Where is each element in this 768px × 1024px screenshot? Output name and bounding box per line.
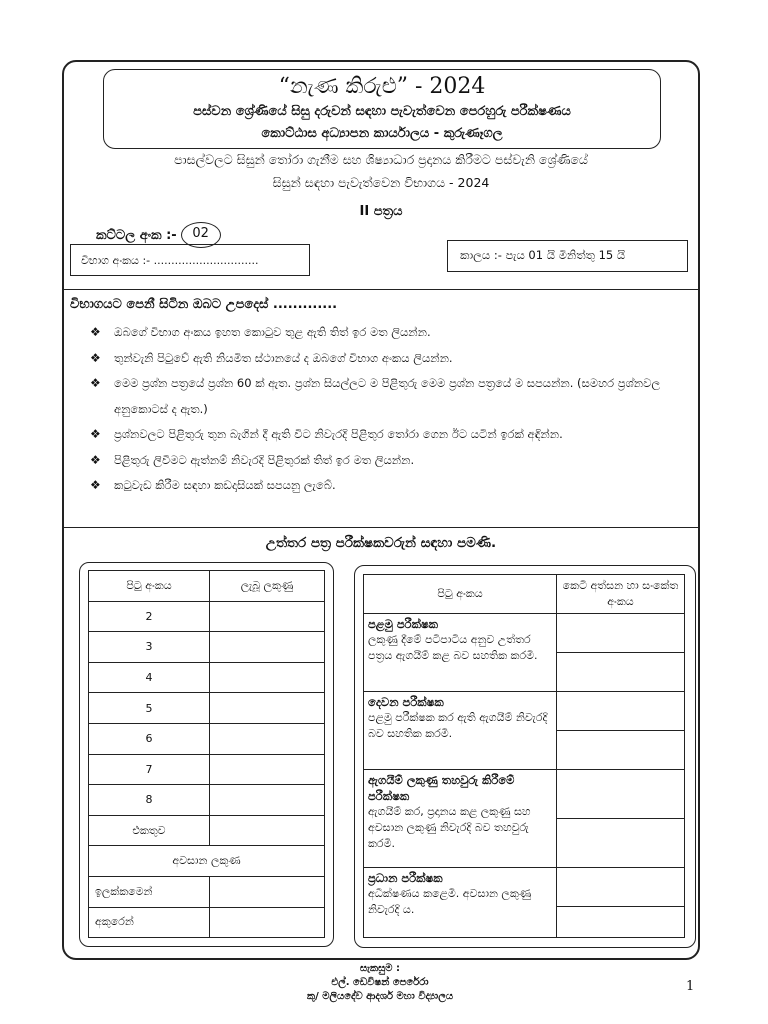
second-examiner: දෙවන පරීක්ෂක පළමු පරීක්ෂක කර ඇති ඇගයීම් නිවැරදි බව සහතික කරමි. [364,692,557,770]
divider [62,289,700,290]
final-words-cell[interactable] [210,907,325,938]
signature-cell[interactable] [557,770,685,819]
table-row: 8 [89,785,325,816]
table-row [89,907,325,938]
examiner-table [363,574,685,938]
diamond-bullet-icon: ❖ [90,452,101,467]
total-label: එකතුව [89,815,210,846]
diamond-bullet-icon: ❖ [90,350,101,365]
examiners-heading: උත්තර පත්‍ර පරීක්ෂකවරුන් සඳහා පමණි. [265,535,497,551]
time-allowed-box: කාලය :- පැය 01 යි මිනිත්තු 15 යි [447,240,688,272]
marks-cell[interactable] [210,601,325,632]
marks-table [88,570,325,938]
exam-description-line2: සිසුන් සඳහා පැවැත්වෙන විභාගය - 2024 [272,175,490,190]
instruction-item: ❖ කටුවැඩ කිරීම සඳහා කඩදාසියක් සපයනු ලැබේ. [90,473,696,499]
instruction-item: ❖ ඔබගේ විභාග අංකය ඉහත කොටුව තුළ ඇති තිත් ඉර මත ලියන්න. [90,320,696,346]
signature-cell[interactable] [557,731,685,770]
footer-author: එල්. ඩෙවිෂන් පෙරේරා [331,977,429,988]
page-number-header: පිටු අංකය [364,575,557,614]
total-cell[interactable] [210,815,325,846]
paper-label: II පත්‍රය [359,204,403,219]
final-figures-cell[interactable] [210,876,325,907]
signature-cell[interactable] [557,868,685,907]
signature-header: කෙටි අත්සන හා සංකේත අංකය [557,575,685,614]
set-number-value: 02 [181,222,221,248]
exam-description-line1: පාසල්වලට සිසුන් තෝරා ගැනීම සහ ශිෂ්‍යාධාර ප්‍රදානය කිරීමට පස්වැනි ශ්‍රේණියේ [174,152,588,167]
marks-header: ලැබූ ලකුණු [210,571,325,602]
instruction-item: ❖ තුන්වැනි පිටුවේ ඇති නියමිත ස්ථානයේ ද ඔබගේ විභාග අංකය ලියන්න. [90,346,696,372]
marks-cell[interactable] [210,632,325,663]
instruction-item: ❖ ප්‍රශ්නවලට පිළිතුරු තුන බැගින් දී ඇති විට නිවැරදි පිළිතුර තෝරා ගෙන ඊට යටින් ඉරක් අඳින්න. [90,422,696,448]
set-number-label: කට්ටල අංක :- [96,227,177,243]
instruction-item: ❖ මෙම ප්‍රශ්න පත්‍රයේ ප්‍රශ්න 60 ක් ඇත. ප්‍රශ්න සියල්ලට ම පිළිතුරු මෙම ප්‍රශ්න පත්‍රයේ ම සපයන්න. (සමහර ප්‍රශ්නවල අනුකොටස් ද ඇත.) [90,371,696,422]
marks-cell[interactable] [210,693,325,724]
page-number: 1 [686,979,695,994]
diamond-bullet-icon: ❖ [90,325,101,339]
footer-label: සැකසුම : [360,963,400,974]
table-row: 3 [89,632,325,663]
first-examiner: පළමු පරීක්ෂක ලකුණු දීමේ පටිපාටිය අනුව උත්තර පත්‍රය ඇගයීම් කළ බව සහතික කරමි. [364,614,557,692]
final-mark-label: අවසාන ලකුණ [89,846,325,877]
exam-header [103,69,661,149]
marks-cell[interactable] [210,785,325,816]
verification-examiner: ඇගයීම් ලකුණු තහවුරු කිරීමේ පරීක්ෂක ඇගයීම් කර, ප්‍රදානය කළ ලකුණු සහ අවසාන ලකුණු නිවැරදි බව තහවුරු කරමි. [364,770,557,868]
footer-school: කු/ මලියදේව ආදර්ශ මහා විද්‍යාලය [306,991,454,1002]
table-row: 5 [89,693,325,724]
instructions-heading: විභාගයට පෙනී සිටින ඔබට උපදෙස් ............. [70,297,338,312]
chief-examiner: ප්‍රධාන පරීක්ෂක අධීක්ෂණය කළෙමි. අවසාන ලකුණු නිවැරදි ය. [364,868,557,938]
words-label: අකුරෙන් [89,907,210,938]
diamond-bullet-icon: ❖ [90,478,101,492]
table-row: 4 [89,662,325,693]
table-row [89,815,325,846]
table-row: 6 [89,723,325,754]
instructions-list [90,320,696,499]
page-number-header: පිටු අංකය [89,571,210,602]
divider [62,527,700,528]
signature-cell[interactable] [557,614,685,653]
table-row: 7 [89,754,325,785]
instruction-item: ❖ පිළිතුරු ලිවීමට ඇත්නම් නිවැරදි පිළිතුරක් තිත් ඉර මත ලියන්න. [90,448,696,474]
table-row: 2 [89,601,325,632]
index-number-field[interactable]: විභාග අංකය :- .............................. [70,244,310,276]
signature-cell[interactable] [557,653,685,692]
signature-cell[interactable] [557,692,685,731]
exam-title: “නැණ කිරුළු” - 2024 [278,74,486,99]
figures-label: ඉලක්කමෙන් [89,876,210,907]
exam-office: කොට්ඨාස අධ්‍යාපන කාර්යාලය - කුරුණෑගල [261,126,503,141]
marks-cell[interactable] [210,754,325,785]
marks-cell[interactable] [210,723,325,754]
table-row [89,876,325,907]
signature-cell[interactable] [557,819,685,868]
diamond-bullet-icon: ❖ [90,376,101,390]
marks-cell[interactable] [210,662,325,693]
signature-cell[interactable] [557,907,685,938]
exam-subtitle: පස්වන ශ්‍රේණියේ සිසු දරුවන් සඳහා පැවැත්වෙන පෙරහුරු පරීක්ෂණය [193,104,571,119]
diamond-bullet-icon: ❖ [90,427,101,441]
